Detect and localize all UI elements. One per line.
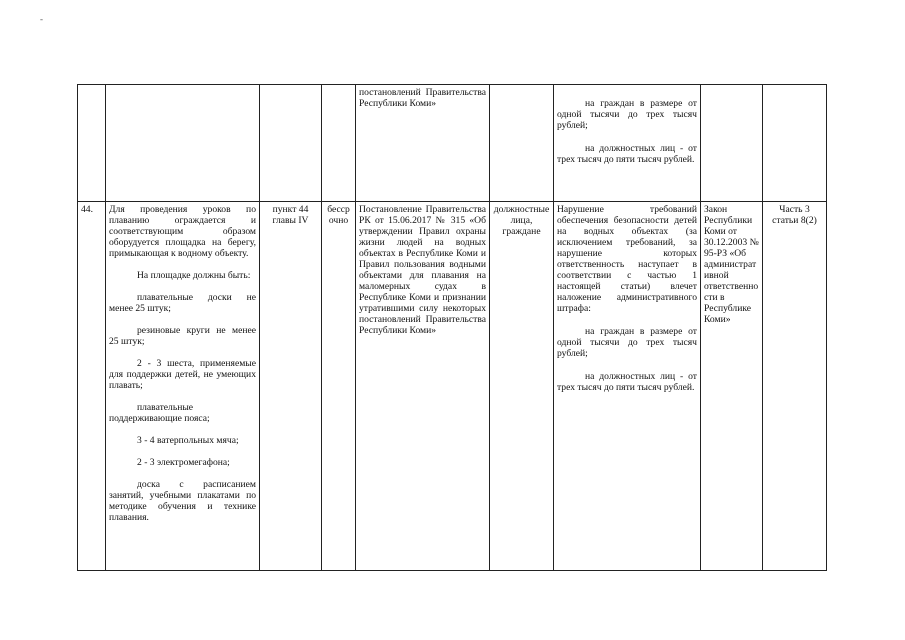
cell-number: 44. xyxy=(78,202,106,571)
penalty-officials: на должностных лиц - от трех тысяч до пяти тысяч рублей. xyxy=(557,371,697,393)
cell-penalty xyxy=(554,85,701,202)
cell-requirement xyxy=(106,85,260,202)
page-mark: - xyxy=(40,14,43,24)
cell-subjects xyxy=(490,85,554,202)
cell-requirement xyxy=(106,202,260,571)
cell-clause xyxy=(260,85,322,202)
requirement-item: плавательные поддерживающие пояса; xyxy=(109,402,210,424)
penalty-citizens: на граждан в размере от одной тысячи до трех тысяч рублей; xyxy=(557,98,697,131)
cell-subjects: должностные лица, граждане xyxy=(490,202,554,571)
requirement-item: плавательные доски не менее 25 штук; xyxy=(109,292,256,314)
requirement-must-have: На площадке должны быть: xyxy=(137,270,251,281)
cell-penalty xyxy=(554,202,701,571)
cell-legal-act: Постановление Правительства РК от 15.06.2017 № 315 «Об утверждении Правил охраны жизни людей на водных объектах в Республике Коми и Правил пользования водными объектами для плавания на маломерных судах в Республике Коми и признании утратившими силу некоторых постановлений Правительства Республики Коми» xyxy=(356,202,490,571)
legal-act-tail: постановлений Правительства Республики Коми» xyxy=(359,87,486,109)
cell-article xyxy=(763,85,827,202)
cell-law xyxy=(701,85,763,202)
requirement-item: 3 - 4 ватерпольных мяча; xyxy=(137,435,239,446)
requirement-item: 2 - 3 шеста, применяемые для поддержки детей, не умеющих плавать; xyxy=(109,358,256,391)
cell-article: Часть 3 статьи 8(2) xyxy=(763,202,827,571)
requirement-item: 2 - 3 электромегафона; xyxy=(137,457,230,468)
requirement-item: резиновые круги не менее 25 штук; xyxy=(109,325,256,347)
table-row-previous xyxy=(78,85,827,202)
requirement-item: доска с расписанием занятий, учебными плакатами по методике обучения и технике плавания. xyxy=(109,479,256,523)
cell-law: Закон Республики Коми от 30.12.2003 № 95-РЗ «Об административной ответственности в Республике Коми» xyxy=(701,202,763,571)
cell-term: бессрочно xyxy=(322,202,356,571)
violation-text: Нарушение требований обеспечения безопасности детей на водных объектах (за исключением требований, за нарушение которых ответственность наступает в соответствии с частью 1 настоящей статьи) влечет наложение административного штрафа: xyxy=(557,204,697,314)
requirements-table xyxy=(77,84,827,571)
cell-clause: пункт 44 главы IV xyxy=(260,202,322,571)
table-row-44 xyxy=(78,202,827,571)
cell-legal-act xyxy=(356,85,490,202)
cell-term xyxy=(322,85,356,202)
penalty-officials: на должностных лиц - от трех тысяч до пяти тысяч рублей. xyxy=(557,143,697,165)
penalty-citizens: на граждан в размере от одной тысячи до трех тысяч рублей; xyxy=(557,326,697,359)
requirement-intro: Для проведения уроков по плаванию ограждается и соответствующим образом оборудуется площадка на берегу, примыкающая к водному объекту. xyxy=(109,204,256,259)
cell-number xyxy=(78,85,106,202)
